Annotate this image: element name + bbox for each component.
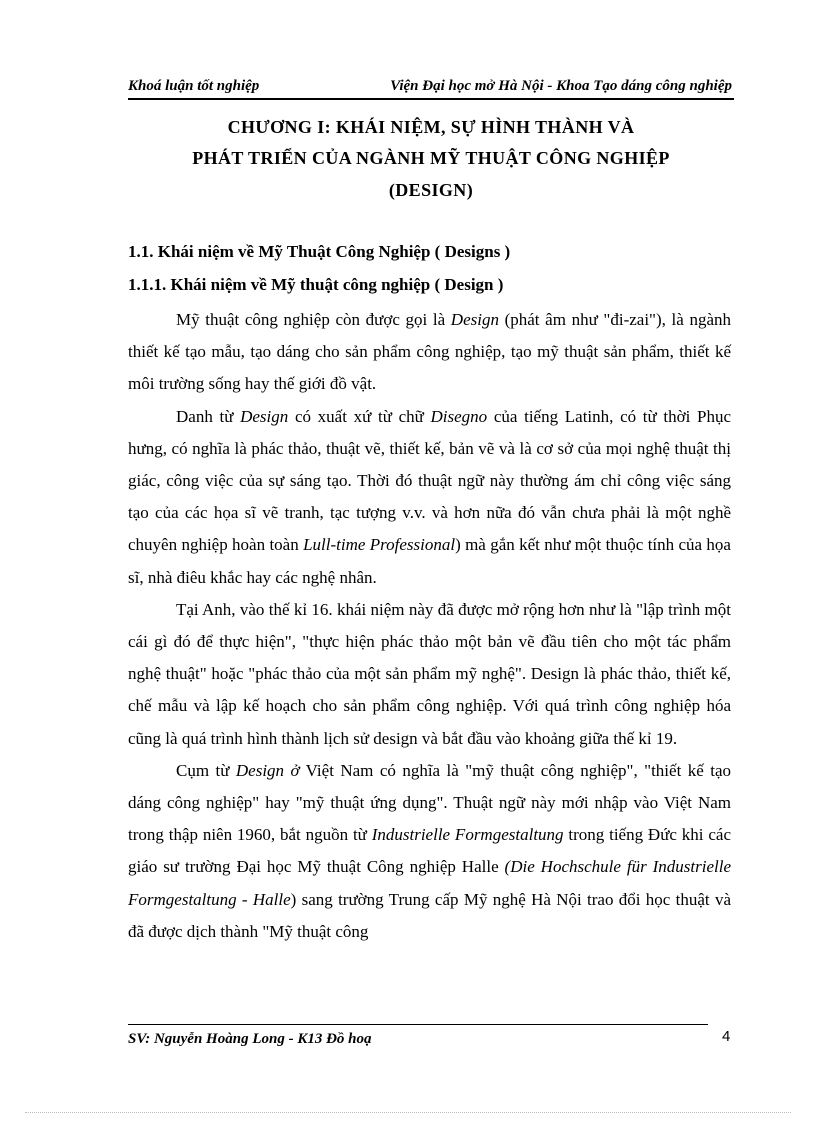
p2-italic-professional: Lull-time Professional	[303, 535, 456, 555]
chapter-title-line-2: PHÁT TRIỂN CỦA NGÀNH MỸ THUẬT CÔNG NGHIỆP	[192, 148, 670, 168]
p1-text-a: Mỹ thuật công nghiệp còn được gọi là	[176, 310, 451, 329]
header-left-text: Khoá luận tốt nghiệp	[128, 78, 260, 94]
p2-text-g: ) mà gắn kết như một thuộc tính của họa sĩ, nhà điêu khắc hay các nghệ nhân.	[128, 535, 731, 587]
section-heading-1-1: 1.1. Khái niệm về Mỹ Thuật Công Nghiệp ( Designs )	[128, 242, 511, 261]
p4-text-c: Việt Nam có nghĩa là "mỹ thuật công nghiệp", "thiết kế tạo dáng công nghiệp" hay "mỹ thuật ứng dụng". Thuật ngữ này mới nhập vào Việt Nam trong thập niên 1960, bắt nguồn từ	[128, 760, 731, 845]
p4-text-e: trong tiếng Đức khi các giáo sư trường Đại học Mỹ thuật Công nghiệp Halle	[128, 825, 731, 877]
p1-italic-design: Design	[450, 310, 499, 329]
paragraph-3: Tại Anh, vào thế kỉ 16. khái niệm này đã được mở rộng hơn như là "lập trình một cái gì đó để thực hiện", "thực hiện phác thảo một bản vẽ đầu tiên cho một tác phẩm nghệ thuật" hoặc "phác thảo của một sản phẩm mỹ nghệ". Design là phác thảo, thiết kế, chế mẫu và lập kế hoạch cho sản phẩm công nghiệp. Với quá trình công nghiệp hóa cũng là quá trình hình thành lịch sử design và bắt đầu vào khoảng giữa thế kỉ 19.	[128, 599, 731, 748]
page-number: 4	[722, 1028, 731, 1045]
chapter-title-line-1: CHƯƠNG I: KHÁI NIỆM, SỰ HÌNH THÀNH VÀ	[227, 117, 635, 137]
paragraph-2	[128, 401, 731, 594]
footer-author: SV: Nguyễn Hoàng Long - K13 Đồ hoạ	[128, 1031, 372, 1047]
p4-text-g: ) sang trường Trung cấp Mỹ nghệ Hà Nội trao đổi học thuật và đã được dịch thành "Mỹ thuật công	[128, 889, 731, 941]
p4-text-a: Cụm từ	[176, 760, 236, 780]
paragraph-1	[128, 304, 731, 401]
chapter-title-line-3: (DESIGN)	[388, 180, 474, 200]
page-header	[128, 76, 734, 100]
p2-italic-design: Design	[240, 406, 289, 426]
p4-italic-formgestaltung: Industrielle Formgestaltung	[371, 825, 564, 845]
p2-italic-disegno: Disegno	[430, 406, 488, 426]
header-right-text: Viện Đại học mở Hà Nội - Khoa Tạo dáng công nghiệp	[390, 78, 732, 94]
paragraph-4	[128, 755, 731, 948]
p2-text-a: Danh từ	[176, 406, 241, 426]
p4-italic-design: Design ở	[235, 760, 300, 780]
p4-italic-hochschule: (Die Hochschule für Industrielle Formgestaltung - Halle	[128, 857, 731, 909]
page-bottom-dotted-line	[25, 1112, 791, 1113]
body-text	[128, 304, 731, 948]
p2-text-c: có xuất xứ từ chữ	[288, 406, 431, 426]
p2-text-e: của tiếng Latinh, có từ thời Phục hưng, có nghĩa là phác thảo, thuật vẽ, thiết kế, bản vẽ và là cơ sở của mọi nghệ thuật thị giác, công việc của sự sáng tạo. Thời đó thuật ngữ này thường ám chỉ công việc sáng tạo của các họa sĩ vẽ tranh, tạc tượng v.v. và hơn nữa đó vẫn chưa phải là một nghề chuyên nghiệp hoàn toàn	[128, 406, 731, 555]
p1-text-c: (phát âm như "đi-zai"), là ngành thiết kế tạo mẫu, tạo dáng cho sản phẩm công nghiệp, tạo mỹ thuật sản phẩm, thiết kế môi trường sống hay thế giới đồ vật.	[128, 310, 731, 394]
section-heading-1-1-1: 1.1.1. Khái niệm về Mỹ thuật công nghiệp ( Design )	[128, 275, 504, 294]
page-footer	[128, 1024, 708, 1047]
